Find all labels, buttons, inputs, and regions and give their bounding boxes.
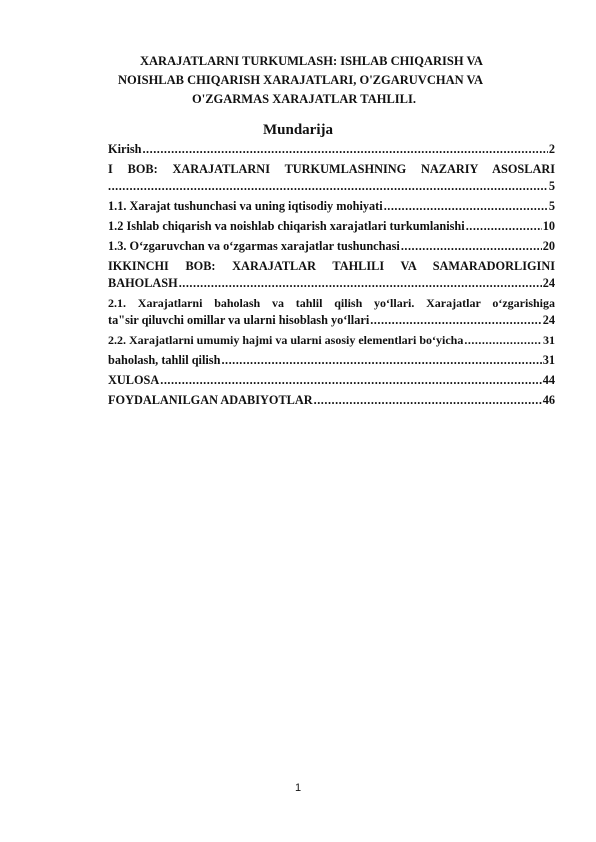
toc-entry-2-1[interactable] bbox=[108, 295, 555, 329]
toc-page-number: 24 bbox=[542, 313, 555, 327]
toc-page-number: 20 bbox=[542, 239, 555, 253]
document-title bbox=[100, 52, 540, 109]
toc-entry-2-2-cont[interactable] bbox=[108, 352, 555, 369]
toc-page-number: 31 bbox=[543, 333, 555, 347]
toc-leader-dots bbox=[464, 332, 542, 349]
toc-leader-dots bbox=[142, 141, 547, 158]
title-line-3: O'ZGARMAS XARAJATLAR TAHLILI. bbox=[192, 92, 416, 106]
toc-entry-chapter-1[interactable] bbox=[108, 161, 555, 195]
toc-entry-1-3[interactable] bbox=[108, 238, 555, 255]
toc-entry-text: XULOSA bbox=[108, 373, 160, 387]
toc-page-number: 44 bbox=[542, 373, 555, 387]
toc-page-number: 5 bbox=[548, 199, 555, 213]
toc-entry-text: I BOB: XARAJATLARNI TURKUMLASHNING NAZARIY ASOSLARI bbox=[108, 162, 555, 176]
toc-leader-dots bbox=[179, 275, 542, 292]
toc-entry-1-1[interactable] bbox=[108, 198, 555, 215]
toc-entry-text: 1.1. Xarajat tushunchasi va uning iqtisodiy mohiyati bbox=[108, 199, 383, 213]
toc-entry-text: IKKINCHI BOB: XARAJATLAR TAHLILI VA SAMARADORLIGINI bbox=[108, 259, 555, 273]
title-line-1: XARAJATLARNI TURKUMLASH: ISHLAB CHIQARISH VA bbox=[140, 54, 483, 68]
toc-entry-kirish[interactable] bbox=[108, 141, 555, 158]
table-of-contents bbox=[108, 141, 555, 412]
toc-page-number: 46 bbox=[542, 393, 555, 407]
toc-page-number: 5 bbox=[548, 179, 555, 193]
toc-entry-xulosa[interactable] bbox=[108, 372, 555, 389]
toc-leader-dots bbox=[384, 198, 548, 215]
toc-page-number: 2 bbox=[548, 142, 555, 156]
toc-leader-dots bbox=[466, 218, 542, 235]
toc-leader-dots bbox=[401, 238, 542, 255]
title-line-2: NOISHLAB CHIQARISH XARAJATLARI, O'ZGARUVCHAN VA bbox=[118, 73, 483, 87]
toc-leader-dots bbox=[160, 372, 541, 389]
toc-entry-text: 2.2. Xarajatlarni umumiy hajmi va ularni asosiy elementlari bo‘yicha bbox=[108, 333, 464, 347]
toc-leader-dots bbox=[314, 392, 542, 409]
toc-page-number: 31 bbox=[542, 353, 555, 367]
toc-entry-1-2[interactable] bbox=[108, 218, 555, 235]
toc-page-number: 24 bbox=[542, 276, 555, 290]
toc-page-number: 10 bbox=[542, 219, 555, 233]
toc-leader-dots bbox=[370, 312, 541, 329]
toc-entry-text: FOYDALANILGAN ADABIYOTLAR bbox=[108, 393, 313, 407]
toc-entry-text: baholash, tahlil qilish bbox=[108, 353, 221, 367]
toc-leader-dots bbox=[221, 352, 541, 369]
toc-entry-text: 1.3. O‘zgaruvchan va o‘zgarmas xarajatlar tushunchasi bbox=[108, 239, 400, 253]
toc-entry-text: 1.2 Ishlab chiqarish va noishlab chiqarish xarajatlari turkumlanishi bbox=[108, 219, 465, 233]
toc-entry-text-cont: BAHOLASH bbox=[108, 276, 178, 290]
toc-leader-dots bbox=[108, 178, 548, 195]
toc-entry-adabiyotlar[interactable] bbox=[108, 392, 555, 409]
toc-entry-2-2[interactable] bbox=[108, 332, 555, 349]
toc-entry-text: Kirish bbox=[108, 142, 142, 156]
page-number: 1 bbox=[294, 782, 302, 794]
toc-heading: Mundarija bbox=[262, 122, 333, 138]
toc-entry-text: 2.1. Xarajatlarni baholash va tahlil qilish yo‘llari. Xarajatlar o‘zgarishiga bbox=[108, 296, 555, 310]
toc-entry-chapter-2[interactable] bbox=[108, 258, 555, 292]
toc-entry-text-cont: ta"sir qiluvchi omillar va ularni hisoblash yo‘llari bbox=[108, 313, 370, 327]
